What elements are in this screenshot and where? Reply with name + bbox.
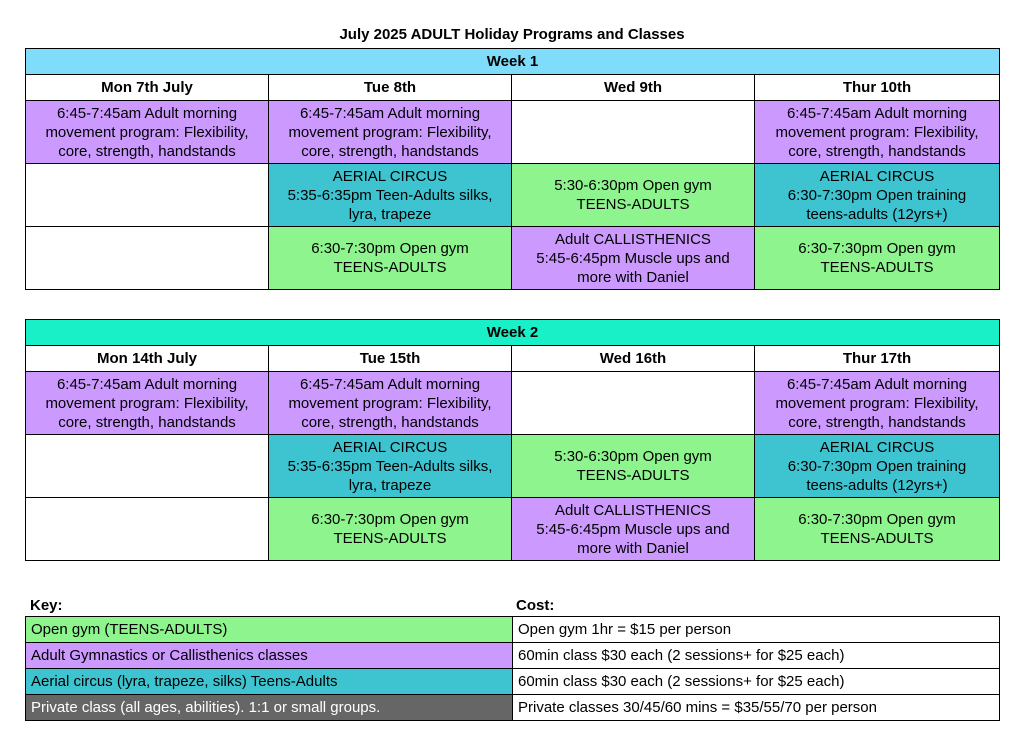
class-text-line: teens-adults (12yrs+) xyxy=(806,205,948,223)
class-cell xyxy=(512,164,755,227)
key-swatch-label: Adult Gymnastics or Callisthenics classes xyxy=(26,643,513,669)
class-text-line: 5:35-6:35pm Teen-Adults silks, xyxy=(287,457,493,475)
class-text-line: core, strength, handstands xyxy=(788,413,966,431)
class-text-line: TEENS-ADULTS xyxy=(576,467,690,484)
class-text-line: AERIAL CIRCUS xyxy=(819,167,935,185)
class-text-line: 6:30-7:30pm Open gym xyxy=(798,511,956,528)
class-cell xyxy=(26,372,269,435)
class-text-line: TEENS-ADULTS xyxy=(333,259,447,276)
class-cell xyxy=(512,435,755,498)
class-text-line: 5:30-6:30pm Open gym xyxy=(554,177,712,194)
cost-cell: Open gym 1hr = $15 per person xyxy=(513,617,1000,643)
class-text-line: core, strength, handstands xyxy=(301,142,479,160)
class-text-line: 6:45-7:45am Adult morning xyxy=(786,104,968,122)
schedule-row xyxy=(26,227,1000,290)
class-cell xyxy=(269,498,512,561)
day-header: Tue 15th xyxy=(269,346,512,372)
class-text-line: 6:30-7:30pm Open training xyxy=(787,457,967,475)
class-text-line: 5:35-6:35pm Teen-Adults silks, xyxy=(287,186,493,204)
schedule-row xyxy=(26,101,1000,164)
empty-cell xyxy=(26,435,269,498)
class-text-line: movement program: Flexibility, xyxy=(288,123,492,141)
week-header: Week 1 xyxy=(26,49,1000,75)
day-header: Mon 14th July xyxy=(26,346,269,372)
class-text-line: AERIAL CIRCUS xyxy=(819,438,935,456)
class-cell xyxy=(269,164,512,227)
class-text-line: 6:45-7:45am Adult morning xyxy=(56,104,238,122)
class-text-line: Adult CALLISTHENICS xyxy=(555,501,711,519)
class-cell xyxy=(755,227,1000,290)
key-swatch-label: Open gym (TEENS-ADULTS) xyxy=(26,617,513,643)
class-text-line: AERIAL CIRCUS xyxy=(332,167,448,185)
day-header: Wed 16th xyxy=(512,346,755,372)
day-header: Thur 10th xyxy=(755,75,1000,101)
class-text-line: 5:45-6:45pm Muscle ups and xyxy=(536,249,730,267)
class-text-line: core, strength, handstands xyxy=(58,413,236,431)
class-text-line: teens-adults (12yrs+) xyxy=(806,476,948,494)
class-text-line: TEENS-ADULTS xyxy=(820,259,934,276)
cost-cell: 60min class $30 each (2 sessions+ for $25 each) xyxy=(513,643,1000,669)
day-header: Wed 9th xyxy=(512,75,755,101)
key-row xyxy=(26,669,1000,695)
key-heading: Key: xyxy=(30,597,63,614)
class-cell xyxy=(755,101,1000,164)
class-cell xyxy=(269,435,512,498)
day-header: Thur 17th xyxy=(755,346,1000,372)
schedule-row xyxy=(26,435,1000,498)
key-row xyxy=(26,695,1000,721)
class-text-line: 6:30-7:30pm Open gym xyxy=(311,240,469,257)
class-cell xyxy=(269,101,512,164)
class-text-line: movement program: Flexibility, xyxy=(775,123,979,141)
class-text-line: more with Daniel xyxy=(577,539,689,557)
key-swatch-label: Aerial circus (lyra, trapeze, silks) Teens-Adults xyxy=(26,669,513,695)
class-text-line: lyra, trapeze xyxy=(348,205,432,223)
class-text-line: 6:45-7:45am Adult morning xyxy=(786,375,968,393)
class-text-line: TEENS-ADULTS xyxy=(820,530,934,547)
class-text-line: TEENS-ADULTS xyxy=(333,530,447,547)
schedule-row xyxy=(26,372,1000,435)
class-cell xyxy=(269,372,512,435)
cost-heading: Cost: xyxy=(516,597,555,614)
day-header: Mon 7th July xyxy=(26,75,269,101)
key-swatch-label: Private class (all ages, abilities). 1:1 or small groups. xyxy=(26,695,513,721)
class-text-line: 6:30-7:30pm Open gym xyxy=(798,240,956,257)
class-text-line: 6:30-7:30pm Open training xyxy=(787,186,967,204)
class-cell xyxy=(512,498,755,561)
empty-cell xyxy=(512,372,755,435)
key-table xyxy=(25,616,1000,721)
class-text-line: more with Daniel xyxy=(577,268,689,286)
empty-cell xyxy=(26,227,269,290)
class-text-line: 5:45-6:45pm Muscle ups and xyxy=(536,520,730,538)
cost-cell: 60min class $30 each (2 sessions+ for $25 each) xyxy=(513,669,1000,695)
key-row xyxy=(26,617,1000,643)
class-cell xyxy=(755,498,1000,561)
schedule-row xyxy=(26,498,1000,561)
class-cell xyxy=(755,435,1000,498)
week-header: Week 2 xyxy=(26,320,1000,346)
class-text-line: Adult CALLISTHENICS xyxy=(555,230,711,248)
page-title: July 2025 ADULT Holiday Programs and Classes xyxy=(339,26,685,43)
week-1-table xyxy=(25,48,1000,290)
week-2-table xyxy=(25,319,1000,561)
class-text-line: movement program: Flexibility, xyxy=(45,394,249,412)
class-text-line: movement program: Flexibility, xyxy=(775,394,979,412)
class-cell xyxy=(512,227,755,290)
cost-cell: Private classes 30/45/60 mins = $35/55/70 per person xyxy=(513,695,1000,721)
class-text-line: core, strength, handstands xyxy=(58,142,236,160)
class-text-line: 6:45-7:45am Adult morning xyxy=(56,375,238,393)
empty-cell xyxy=(26,498,269,561)
class-text-line: 6:30-7:30pm Open gym xyxy=(311,511,469,528)
class-text-line: 6:45-7:45am Adult morning xyxy=(299,104,481,122)
day-header: Tue 8th xyxy=(269,75,512,101)
class-text-line: TEENS-ADULTS xyxy=(576,196,690,213)
class-cell xyxy=(269,227,512,290)
class-text-line: core, strength, handstands xyxy=(788,142,966,160)
class-text-line: 5:30-6:30pm Open gym xyxy=(554,448,712,465)
empty-cell xyxy=(26,164,269,227)
class-text-line: movement program: Flexibility, xyxy=(288,394,492,412)
key-row xyxy=(26,643,1000,669)
class-text-line: 6:45-7:45am Adult morning xyxy=(299,375,481,393)
class-text-line: core, strength, handstands xyxy=(301,413,479,431)
class-cell xyxy=(755,372,1000,435)
schedule-row xyxy=(26,164,1000,227)
class-text-line: lyra, trapeze xyxy=(348,476,432,494)
class-text-line: AERIAL CIRCUS xyxy=(332,438,448,456)
class-cell xyxy=(755,164,1000,227)
class-cell xyxy=(26,101,269,164)
class-text-line: movement program: Flexibility, xyxy=(45,123,249,141)
empty-cell xyxy=(512,101,755,164)
